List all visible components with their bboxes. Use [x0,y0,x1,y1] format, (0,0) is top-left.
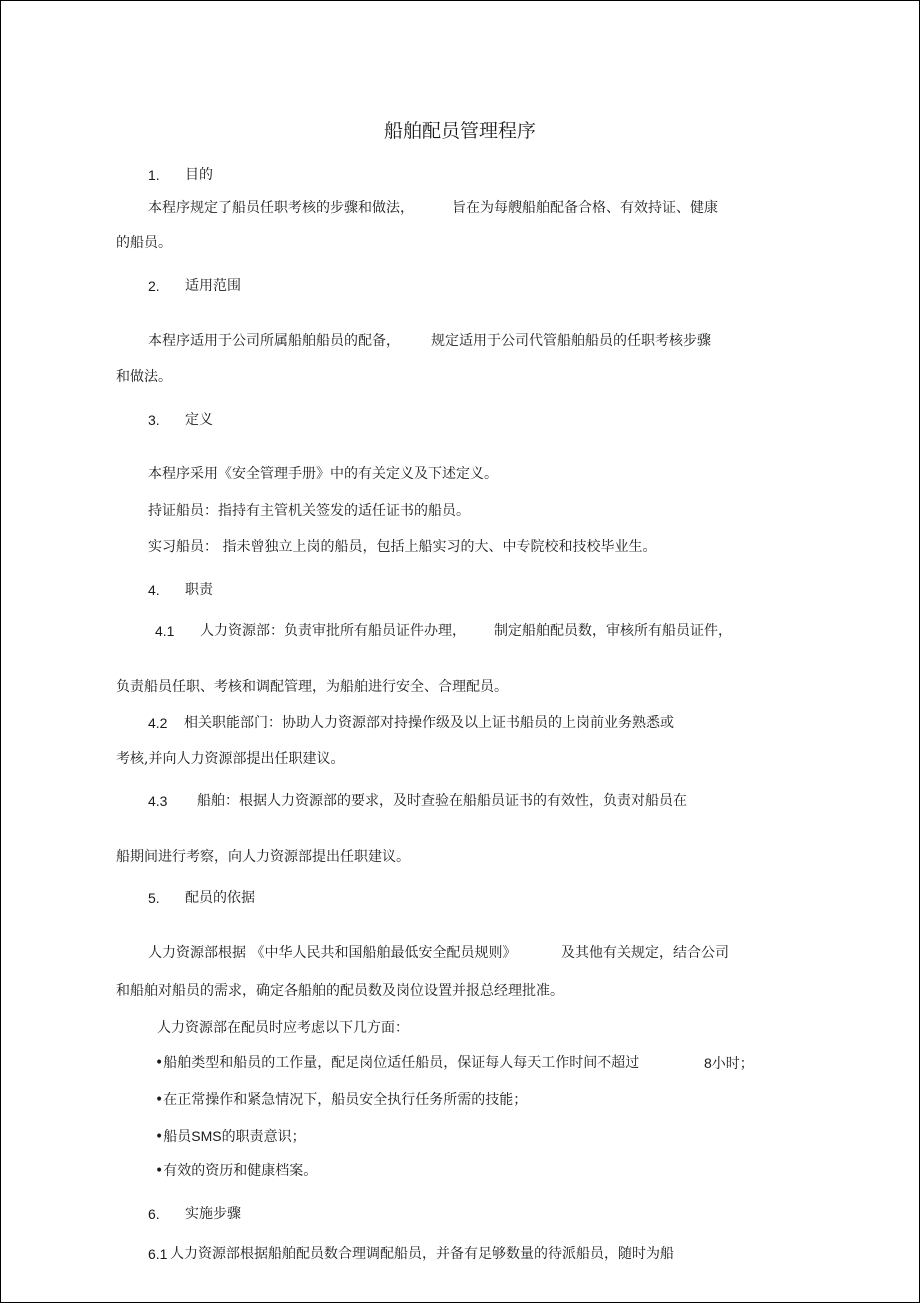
section-6-1-part-a: 人力资源部根据船舶配员数合理调配船员，并备有足够数量的待派船员，随时为船 [170,1246,674,1262]
section-6-number: 6. [148,1206,160,1222]
document-title: 船舶配员管理程序 [383,120,536,142]
section-5-paragraph-1-part-a: 人力资源部根据 《中华人民共和国船舶最低安全配员规则》 [148,945,517,961]
section-5-bullet-3-part-c: 的职责意识； [221,1129,306,1145]
section-5-paragraph-1-part-b: 及其他有关规定，结合公司 [561,945,729,961]
section-5-heading: 配员的依据 [185,890,255,906]
section-5-paragraph-1-part-c: 和船舶对船员的需求，确定各船舶的配员数及岗位设置并报总经理批准。 [116,983,564,999]
section-4-3-number: 4.3 [148,793,168,809]
section-3-paragraph-3: 实习船员： 指未曾独立上岗的船员，包括上船实习的大、中专院校和技校毕业生。 [148,539,657,555]
section-1-number: 1. [148,167,160,183]
section-2-paragraph-part-a: 本程序适用于公司所属船舶船员的配备， [148,333,400,349]
section-3-number: 3. [148,412,160,428]
section-6-1-number: 6.1 [148,1246,168,1262]
section-6-heading: 实施步骤 [185,1206,241,1222]
section-4-3-part-b: 船期间进行考察，向人力资源部提出任职建议。 [116,849,410,865]
section-5-paragraph-2: 人力资源部在配员时应考虑以下几方面： [157,1020,409,1036]
section-5-bullet-3-part-a: •船员 [155,1129,192,1145]
section-3-heading: 定义 [185,412,213,428]
section-1-paragraph-part-b: 旨在为每艘船舶配备合格、有效持证、健康 [452,200,718,216]
section-3-paragraph-1: 本程序采用《安全管理手册》中的有关定义及下述定义。 [148,466,498,482]
section-5-bullet-3-part-b: SMS [191,1128,222,1144]
section-4-1-part-a: 人力资源部：负责审批所有船员证件办理， [200,623,466,639]
section-4-2-part-b: 考核,并向人力资源部提出任职建议。 [116,751,345,767]
section-2-number: 2. [148,278,160,294]
section-4-heading: 职责 [185,582,213,598]
section-5-bullet-3 [155,1127,306,1146]
section-2-paragraph-part-c: 和做法。 [116,369,172,385]
section-5-bullet-1-part-b: 8小时； [704,1055,754,1071]
section-3-paragraph-2: 持证船员：指持有主管机关签发的适任证书的船员。 [148,503,470,519]
section-4-2-part-a: 相关职能部门：协助人力资源部对持操作级及以上证书船员的上岗前业务熟悉或 [184,715,674,731]
section-4-number: 4. [148,582,160,598]
section-1-paragraph-part-c: 的船员。 [116,235,172,251]
section-4-1-part-c: 负责船员任职、考核和调配管理，为船舶进行安全、合理配员。 [116,679,508,695]
section-5-number: 5. [148,890,160,906]
section-2-heading: 适用范围 [185,278,241,294]
section-2-paragraph-part-b: 规定适用于公司代管船舶船员的任职考核步骤 [431,333,711,349]
section-5-bullet-1-part-a: •船舶类型和船员的工作量，配足岗位适任船员，保证每人每天工作时间不超过 [155,1055,640,1071]
section-1-paragraph-part-a: 本程序规定了船员任职考核的步骤和做法， [148,200,414,216]
section-4-3-part-a: 船舶：根据人力资源部的要求，及时查验在船船员证书的有效性，负责对船员在 [197,793,687,809]
section-1-heading: 目的 [185,167,213,183]
section-4-2-number: 4.2 [148,715,168,731]
section-4-1-number: 4.1 [155,623,175,639]
section-5-bullet-2: •在正常操作和紧急情况下，船员安全执行任务所需的技能； [155,1092,528,1108]
section-5-bullet-4: •有效的资历和健康档案。 [155,1163,318,1179]
section-4-1-part-b: 制定船舶配员数，审核所有船员证件， [494,623,732,639]
